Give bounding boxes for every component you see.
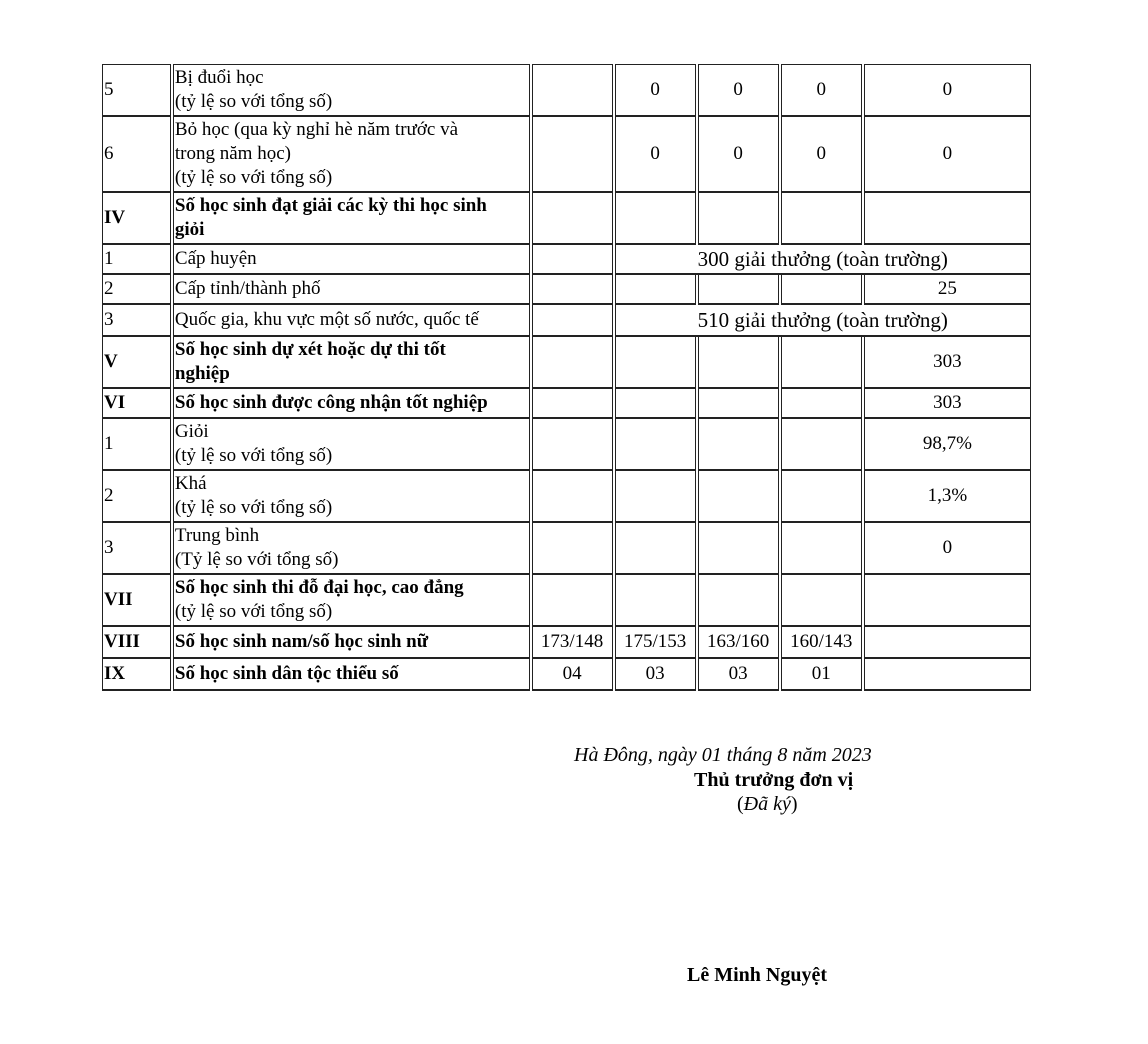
value-cell: 1,3% xyxy=(864,470,1031,522)
row-number: V xyxy=(102,336,171,388)
table-row xyxy=(102,470,1031,522)
row-label xyxy=(173,116,530,192)
row-number: IV xyxy=(102,192,171,244)
row-label-line: Số học sinh thi đỗ đại học, cao đẳng xyxy=(174,576,464,598)
value-cell: 175/153 xyxy=(615,626,696,658)
row-label-line: (tỷ lệ so với tổng số) xyxy=(174,496,333,518)
value-cell xyxy=(781,522,862,574)
row-label xyxy=(173,418,530,470)
table-row xyxy=(102,336,1031,388)
value-cell xyxy=(781,418,862,470)
row-label-line: (Tỷ lệ so với tổng số) xyxy=(174,548,339,570)
value-cell: 163/160 xyxy=(698,626,779,658)
value-cell xyxy=(698,522,779,574)
value-cell xyxy=(781,274,862,304)
value-cell: 303 xyxy=(864,388,1031,418)
value-cell xyxy=(864,658,1031,690)
value-cell xyxy=(532,274,613,304)
value-cell: 03 xyxy=(698,658,779,690)
signer-role: Thủ trưởng đơn vị xyxy=(694,769,854,791)
row-label-line: Số học sinh đạt giải các kỳ thi học sinh xyxy=(174,194,487,216)
value-cell xyxy=(781,336,862,388)
table-row xyxy=(102,388,1031,418)
value-cell: 303 xyxy=(864,336,1031,388)
value-cell xyxy=(698,192,779,244)
row-number: 5 xyxy=(102,64,171,116)
signed-note: (Đã ký) xyxy=(737,793,798,815)
table-row xyxy=(102,274,1031,304)
row-number: 6 xyxy=(102,116,171,192)
value-cell xyxy=(781,388,862,418)
row-label-line: trong năm học) xyxy=(174,142,291,164)
row-label-line: Số học sinh dân tộc thiểu số xyxy=(174,662,399,684)
table-row xyxy=(102,522,1031,574)
value-cell xyxy=(532,336,613,388)
row-label xyxy=(173,336,530,388)
row-label-line: Cấp huyện xyxy=(174,247,257,269)
row-label-line: Số học sinh dự xét hoặc dự thi tốt xyxy=(174,338,446,360)
value-cell xyxy=(615,574,696,626)
table-row xyxy=(102,626,1031,658)
value-cell: 160/143 xyxy=(781,626,862,658)
value-cell xyxy=(864,574,1031,626)
row-label xyxy=(173,244,530,274)
value-cell xyxy=(698,418,779,470)
value-cell xyxy=(781,192,862,244)
value-cell: 0 xyxy=(864,522,1031,574)
row-label-line: Bỏ học (qua kỳ nghỉ hè năm trước và xyxy=(174,118,458,140)
row-label xyxy=(173,658,530,690)
row-number: 2 xyxy=(102,274,171,304)
value-cell xyxy=(532,64,613,116)
value-cell: 03 xyxy=(615,658,696,690)
row-label-line: (tỷ lệ so với tổng số) xyxy=(174,600,333,622)
row-number: 3 xyxy=(102,304,171,336)
value-cell xyxy=(615,388,696,418)
value-cell xyxy=(698,336,779,388)
value-cell: 25 xyxy=(864,274,1031,304)
row-label-line: nghiệp xyxy=(174,362,230,384)
row-label xyxy=(173,304,530,336)
row-number: IX xyxy=(102,658,171,690)
value-cell: 173/148 xyxy=(532,626,613,658)
row-label xyxy=(173,574,530,626)
row-number: VIII xyxy=(102,626,171,658)
value-cell: 0 xyxy=(698,64,779,116)
row-label-line: Bị đuổi học xyxy=(174,67,264,88)
merged-value-cell: 300 giải thưởng (toàn trường) xyxy=(615,244,1031,274)
value-cell xyxy=(864,626,1031,658)
value-cell: 01 xyxy=(781,658,862,690)
row-number: 1 xyxy=(102,244,171,274)
row-label xyxy=(173,388,530,418)
value-cell xyxy=(698,274,779,304)
row-label-line: (tỷ lệ so với tổng số) xyxy=(174,166,333,188)
row-label-line: (tỷ lệ so với tổng số) xyxy=(174,444,333,466)
row-number: 1 xyxy=(102,418,171,470)
merged-value-cell: 510 giải thưởng (toàn trường) xyxy=(615,304,1031,336)
row-label-line: (tỷ lệ so với tổng số) xyxy=(174,91,333,112)
value-cell xyxy=(615,192,696,244)
value-cell xyxy=(615,336,696,388)
value-cell xyxy=(781,574,862,626)
value-cell xyxy=(615,470,696,522)
row-label-line: Khá xyxy=(174,472,207,494)
value-cell xyxy=(532,522,613,574)
value-cell: 0 xyxy=(864,64,1031,116)
row-label xyxy=(173,192,530,244)
value-cell xyxy=(532,304,613,336)
table-row xyxy=(102,658,1031,690)
value-cell xyxy=(532,388,613,418)
value-cell xyxy=(781,470,862,522)
value-cell xyxy=(532,116,613,192)
row-label-line: giỏi xyxy=(174,218,205,240)
value-cell xyxy=(532,574,613,626)
row-number: 2 xyxy=(102,470,171,522)
value-cell: 0 xyxy=(781,64,862,116)
value-cell xyxy=(698,470,779,522)
row-label xyxy=(173,522,530,574)
row-label-line: Cấp tỉnh/thành phố xyxy=(174,277,321,299)
row-label-line: Trung bình xyxy=(174,524,260,546)
signing-date: Hà Đông, ngày 01 tháng 8 năm 2023 xyxy=(574,744,872,766)
row-label-line: Giỏi xyxy=(174,420,209,442)
table-row xyxy=(102,418,1031,470)
row-label xyxy=(173,274,530,304)
row-number: 3 xyxy=(102,522,171,574)
value-cell xyxy=(698,388,779,418)
report-table xyxy=(100,64,1033,690)
value-cell: 0 xyxy=(864,116,1031,192)
row-label xyxy=(173,626,530,658)
value-cell: 04 xyxy=(532,658,613,690)
value-cell: 0 xyxy=(615,64,696,116)
table-row xyxy=(102,116,1031,192)
report-table-body xyxy=(102,64,1031,690)
value-cell xyxy=(698,574,779,626)
table-row xyxy=(102,64,1031,116)
value-cell xyxy=(615,522,696,574)
value-cell xyxy=(615,418,696,470)
table-row xyxy=(102,192,1031,244)
value-cell: 0 xyxy=(781,116,862,192)
table-row xyxy=(102,574,1031,626)
row-label-line: Số học sinh nam/số học sinh nữ xyxy=(174,630,429,652)
value-cell xyxy=(532,192,613,244)
row-label-line: Quốc gia, khu vực một số nước, quốc tế xyxy=(174,308,479,330)
row-label-line: Số học sinh được công nhận tốt nghiệp xyxy=(174,391,488,413)
signer-name: Lê Minh Nguyệt xyxy=(687,964,827,986)
value-cell xyxy=(532,418,613,470)
row-number: VI xyxy=(102,388,171,418)
value-cell xyxy=(532,244,613,274)
value-cell xyxy=(864,192,1031,244)
row-label xyxy=(173,470,530,522)
value-cell: 0 xyxy=(615,116,696,192)
value-cell: 0 xyxy=(698,116,779,192)
value-cell xyxy=(615,274,696,304)
row-number: VII xyxy=(102,574,171,626)
row-label xyxy=(173,64,530,116)
table-row xyxy=(102,244,1031,274)
value-cell: 98,7% xyxy=(864,418,1031,470)
value-cell xyxy=(532,470,613,522)
table-row xyxy=(102,304,1031,336)
